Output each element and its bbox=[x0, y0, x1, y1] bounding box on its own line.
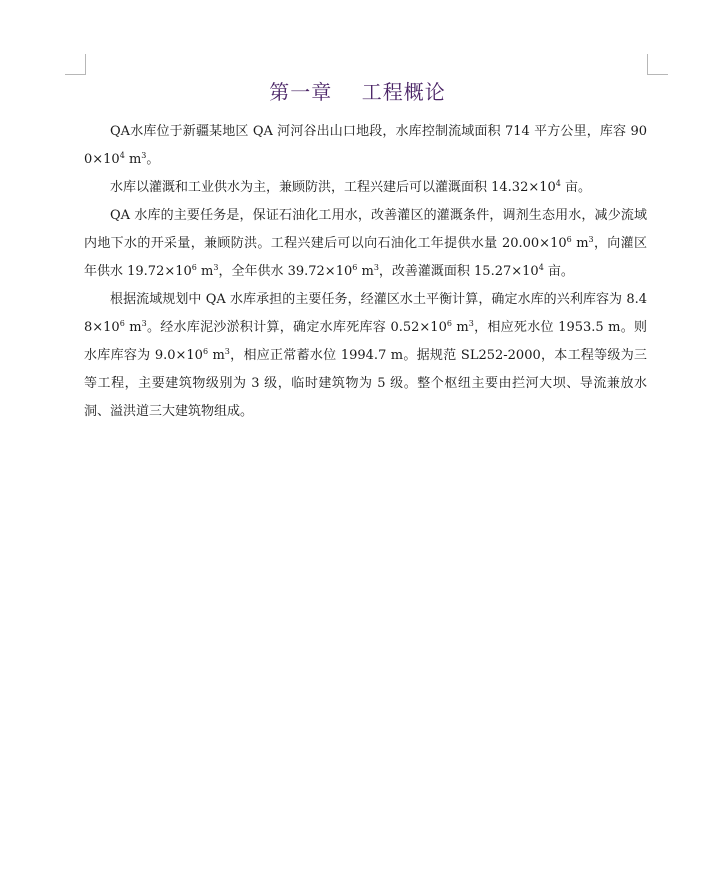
paragraph-text: 根据流域规划中 QA 水库承担的主要任务，经灌区水土平衡计算，确定水库的兴利库容为 8.48×10 bbox=[84, 292, 647, 335]
margin-corner-mark-right bbox=[647, 54, 668, 75]
superscript: 3 bbox=[141, 319, 147, 328]
superscript: 6 bbox=[119, 319, 125, 328]
superscript: 3 bbox=[224, 347, 230, 356]
superscript: 6 bbox=[446, 319, 452, 328]
paragraph-text: 亩。 bbox=[543, 264, 574, 279]
paragraph-text: m bbox=[451, 320, 469, 335]
paragraph-1 bbox=[84, 118, 647, 174]
paragraph-text: ，向灌区年供水 19.72×10 bbox=[84, 236, 647, 279]
chapter-title: 第一章 工程概论 bbox=[269, 80, 446, 104]
paragraph-text: m bbox=[571, 236, 589, 251]
superscript: 3 bbox=[588, 235, 594, 244]
paragraph-text: 水库以灌溉和工业供水为主，兼顾防洪，工程兴建后可以灌溉面积 14.32×10 bbox=[110, 180, 556, 195]
paragraph-text: m bbox=[124, 320, 142, 335]
paragraph-text: ，相应正常蓄水位 1994.7 m。据规范 SL252-2000，本工程等级为三等工程，主要建筑物级别为 3 级，临时建筑物为 5 级。整个枢纽主要由拦河大坝、导流兼放水洞、溢洪道三大建筑物组成。 bbox=[84, 348, 647, 419]
superscript: 4 bbox=[538, 263, 544, 272]
paragraph-4 bbox=[84, 286, 647, 426]
margin-corner-mark-left bbox=[65, 54, 86, 75]
superscript: 6 bbox=[191, 263, 197, 272]
paragraph-2 bbox=[84, 174, 647, 202]
paragraph-text: m bbox=[124, 152, 142, 167]
paragraph-text: QA水库位于新疆某地区 QA 河河谷出山口地段，水库控制流域面积 714 平方公里，库容 900×10 bbox=[84, 124, 647, 167]
superscript: 6 bbox=[566, 235, 572, 244]
paragraph-text: m bbox=[196, 264, 214, 279]
document-body bbox=[84, 118, 647, 426]
superscript: 6 bbox=[352, 263, 358, 272]
superscript: 3 bbox=[373, 263, 379, 272]
paragraph-text: 。 bbox=[146, 152, 160, 167]
superscript: 3 bbox=[468, 319, 474, 328]
paragraph-text: 。经水库泥沙淤积计算，确定水库死库容 0.52×10 bbox=[146, 320, 447, 335]
superscript: 4 bbox=[119, 151, 125, 160]
paragraph-text: m bbox=[208, 348, 225, 363]
paragraph-text: 亩。 bbox=[560, 180, 592, 195]
superscript: 4 bbox=[555, 179, 561, 188]
superscript: 3 bbox=[141, 151, 147, 160]
paragraph-text: QA 水库的主要任务是，保证石油化工用水，改善灌区的灌溉条件，调剂生态用水，减少流域内地下水的开采量，兼顾防洪。工程兴建后可以向石油化工年提供水量 20.00×10 bbox=[84, 208, 647, 251]
paragraph-text: m bbox=[357, 264, 374, 279]
paragraph-3 bbox=[84, 202, 647, 286]
paragraph-text: ，改善灌溉面积 15.27×10 bbox=[378, 264, 539, 279]
paragraph-text: ，相应死水位 1953.5 m。则水库库容为 9.0×10 bbox=[84, 320, 647, 363]
superscript: 6 bbox=[202, 347, 209, 356]
paragraph-text: ，全年供水 39.72×10 bbox=[218, 264, 353, 279]
superscript: 3 bbox=[213, 263, 219, 272]
